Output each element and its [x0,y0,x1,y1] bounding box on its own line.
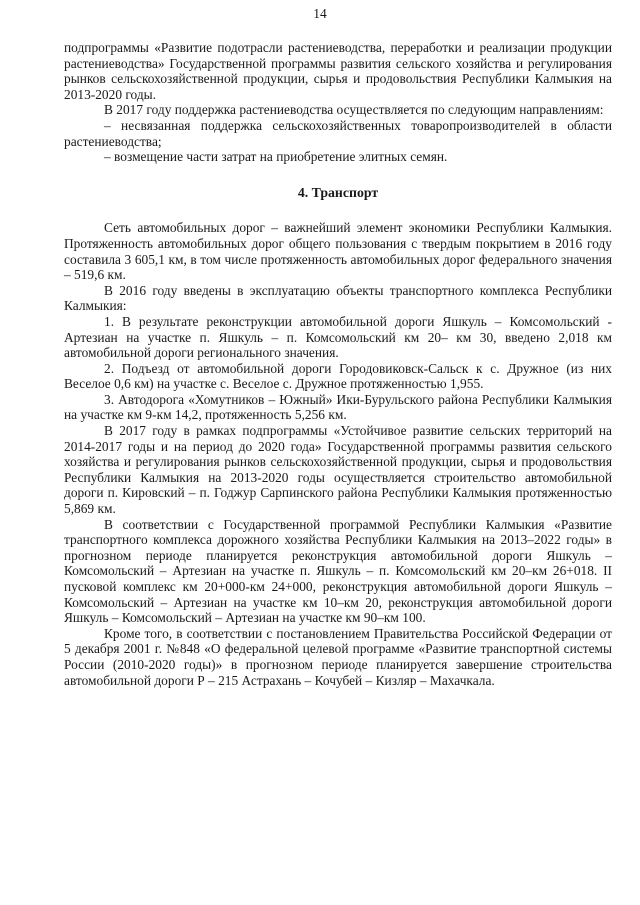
paragraph-state-program: В соответствии с Государственной программой Республики Калмыкия «Развитие транспортного комплекса дорожного хозяйства Республики Калмыкия на 2013–2022 годы» в прогнозном периоде планируется реконструкция автомобильной дороги Яшкуль – Комсомольский – Артезиан на участке п. Яшкуль – п. Комсомольский км 20–км 26+018. II пусковой комплекс км 20+000-км 24+000, реконструкция автомобильной дороги Яшкуль – Комсомольский – Артезиан на участке км 10–км 20, реконструкция автомобильной дороги Яшкуль – Комсомольский – Артезиан на участке км 90–км 100. [64,516,612,626]
document-body [64,40,612,688]
list-item-object-3: 3. Автодорога «Хомутников – Южный» Ики-Бурульского района Республики Калмыкия на участке км 9-км 14,2, протяженность 5,256 км. [64,391,612,423]
section-title: 4. Транспорт [297,184,379,200]
paragraph-intro-continuation: подпрограммы «Развитие подотрасли растениеводства, переработки и реализации продукции растениеводства» Государственной программы развития сельского хозяйства и регулирования рынков сельскохозяйственной продукции, сырья и продовольствия Республики Калмыкия на 2013-2020 годы. [64,40,612,102]
list-item-object-1: 1. В результате реконструкции автомобильной дороги Яшкуль – Комсомольский - Артезиан на участке п. Яшкуль – п. Комсомольский км 20– км 30, введено 2,018 км автомобильной дороги регионального значения. [64,313,612,361]
list-item-object-2: 2. Подъезд от автомобильной дороги Городовиковск-Сальск к с. Дружное (из них Веселое 0,6 км) на участке с. Веселое с. Дружное протяженностью 1,955. [64,360,612,392]
paragraph-federal-program: Кроме того, в соответствии с постановлением Правительства Российской Федерации от 5 декабря 2001 г. №848 «О федеральной целевой программе «Развитие транспортной системы России (2010-2020 годы)» в прогнозном периоде планируется завершение строительства автомобильной дороги Р – 215 Астрахань – Кочубей – Кизляр – Махачкала. [64,625,612,688]
page-number: 14 [313,6,327,21]
paragraph-subprogram-2017: В 2017 году в рамках подпрограммы «Устойчивое развитие сельских территорий на 2014-2017 годы и на период до 2020 года» Государственной программы развития сельского хозяйства и регулирования рынков сельскохозяйственной продукции, сырья и продовольствия Республики Калмыкия на 2013-2020 годы осуществляется строительство автомобильной дороги п. Кировский – п. Годжур Сарпинского района Республики Калмыкия протяженностью 5,869 км. [64,423,612,517]
list-item-direction-2: – возмещение части затрат на приобретение элитных семян. [104,149,448,165]
list-item-direction-1: – несвязанная поддержка сельскохозяйственных товаропроизводителей в области растениеводства; [64,117,612,149]
paragraph-commissioned-objects: В 2016 году введены в эксплуатацию объекты транспортного комплекса Республики Калмыкия: [64,282,612,314]
paragraph-support-directions: В 2017 году поддержка растениеводства осуществляется по следующим направлениям: [104,102,604,118]
paragraph-road-network: Сеть автомобильных дорог – важнейший элемент экономики Республики Калмыкия. Протяженность автомобильных дорог общего пользования с твердым покрытием в 2016 году составила 3 605,1 км, в том числе протяженность автомобильных дорог федерального значения – 519,6 км. [64,220,612,283]
